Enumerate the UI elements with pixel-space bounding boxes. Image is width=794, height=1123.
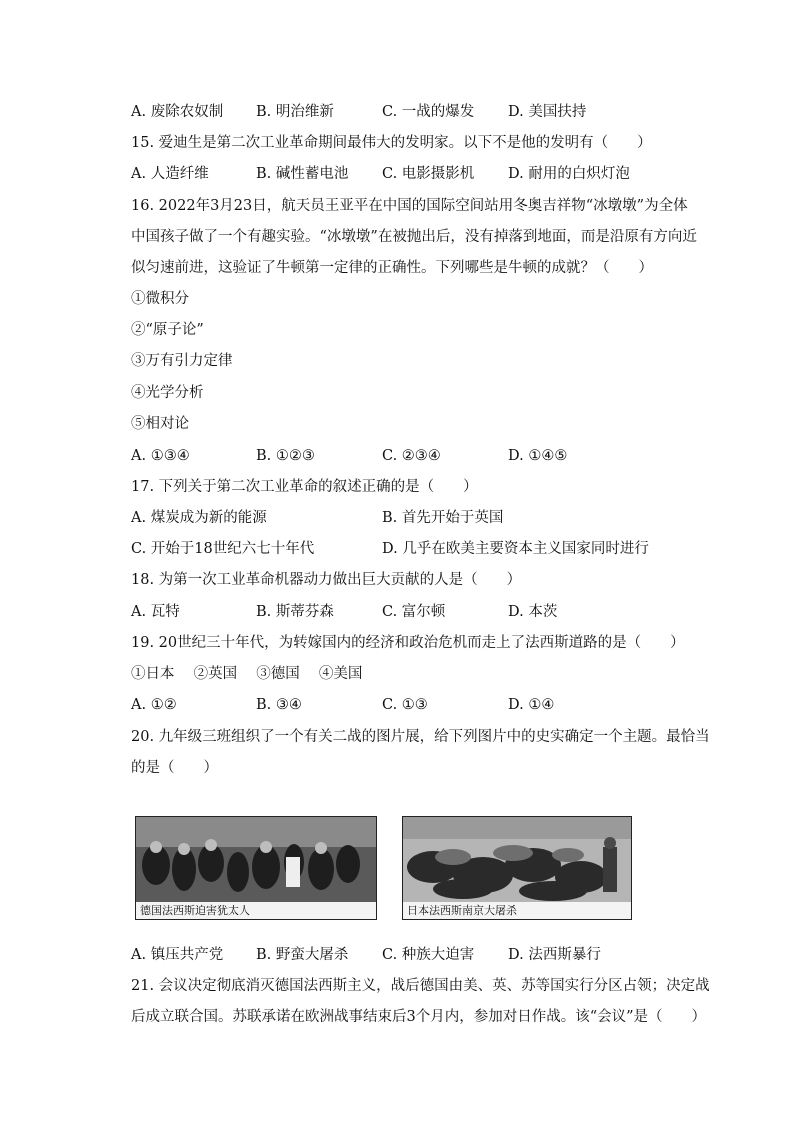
q14-option-b[interactable]: B. 明治维新 (256, 104, 334, 120)
q17-option-d[interactable]: D. 几乎在欧美主要资本主义国家同时进行 (382, 541, 649, 557)
q20-stem-line-1: 20. 九年级三班组织了一个有关二战的图片展，给下列图片中的史实确定一个主题。最恰当 (131, 729, 710, 745)
photo-caption-1: 德国法西斯迫害犹太人 (136, 902, 376, 919)
q19-option-a[interactable]: A. ①② (131, 697, 177, 713)
q16-stem-line-3: 似匀速前进，这验证了牛顿第一定律的正确性。下列哪些是牛顿的成就？（ ） (131, 260, 653, 276)
q19-option-d[interactable]: D. ①④ (508, 697, 555, 713)
photo-caption-2: 日本法西斯南京大屠杀 (403, 902, 631, 919)
q20-stem-line-2: 的是（ ） (131, 760, 218, 776)
q16-item-5: ⑤相对论 (131, 416, 189, 432)
q19-option-b[interactable]: B. ③④ (256, 697, 302, 713)
q16-stem-line-1: 16. 2022年3月23日，航天员王亚平在中国的国际空间站用冬奥吉祥物“冰墩墩”为全体 (131, 198, 688, 214)
q19-items: ①日本 ②英国 ③德国 ④美国 (131, 666, 363, 682)
q21-stem-line-2: 后成立联合国。苏联承诺在欧洲战事结束后3个月内，参加对日作战。该“会议”是（ ） (131, 1009, 707, 1025)
q15-option-a[interactable]: A. 人造纤维 (131, 166, 209, 182)
q18-option-b[interactable]: B. 斯蒂芬森 (256, 604, 334, 620)
q17-stem: 17. 下列关于第二次工业革命的叙述正确的是（ ） (131, 479, 478, 495)
q19-stem: 19. 20世纪三十年代，为转嫁国内的经济和政治危机而走上了法西斯道路的是（ ） (131, 635, 685, 651)
q21-stem-line-1: 21. 会议决定彻底消灭德国法西斯主义，战后德国由美、英、苏等国实行分区占领；决定战 (131, 978, 710, 994)
q20-option-b[interactable]: B. 野蛮大屠杀 (256, 947, 349, 963)
q16-option-b[interactable]: B. ①②③ (256, 448, 315, 464)
q18-option-a[interactable]: A. 瓦特 (131, 604, 180, 620)
q17-option-b[interactable]: B. 首先开始于英国 (382, 510, 504, 526)
q16-item-1: ①微积分 (131, 291, 189, 307)
q14-option-c[interactable]: C. 一战的爆发 (382, 104, 475, 120)
q14-option-d[interactable]: D. 美国扶持 (508, 104, 587, 120)
q20-option-a[interactable]: A. 镇压共产党 (131, 947, 224, 963)
q15-option-c[interactable]: C. 电影摄影机 (382, 166, 475, 182)
q15-option-b[interactable]: B. 碱性蓄电池 (256, 166, 349, 182)
q18-stem: 18. 为第一次工业革命机器动力做出巨大贡献的人是（ ） (131, 572, 522, 588)
q14-option-a[interactable]: A. 废除农奴制 (131, 104, 224, 120)
q16-item-2: ②“原子论” (131, 322, 204, 338)
q19-option-c[interactable]: C. ①③ (382, 697, 428, 713)
photo-german-persecution (135, 816, 377, 920)
q16-option-a[interactable]: A. ①③④ (131, 448, 190, 464)
photo-nanjing-massacre (402, 816, 632, 920)
q16-option-d[interactable]: D. ①④⑤ (508, 448, 568, 464)
q16-item-4: ④光学分析 (131, 385, 204, 401)
q17-option-a[interactable]: A. 煤炭成为新的能源 (131, 510, 267, 526)
q18-option-c[interactable]: C. 富尔顿 (382, 604, 446, 620)
q15-option-d[interactable]: D. 耐用的白炽灯泡 (508, 166, 630, 182)
q16-stem-line-2: 中国孩子做了一个有趣实验。“冰墩墩”在被抛出后，没有掉落到地面，而是沿原有方向近 (131, 229, 697, 245)
q18-option-d[interactable]: D. 本茨 (508, 604, 558, 620)
q15-stem: 15. 爱迪生是第二次工业革命期间最伟大的发明家。以下不是他的发明有（ ） (131, 135, 652, 151)
q20-option-c[interactable]: C. 种族大迫害 (382, 947, 475, 963)
q17-option-c[interactable]: C. 开始于18世纪六七十年代 (131, 541, 315, 557)
q20-option-d[interactable]: D. 法西斯暴行 (508, 947, 601, 963)
q16-option-c[interactable]: C. ②③④ (382, 448, 441, 464)
q16-item-3: ③万有引力定律 (131, 353, 233, 369)
